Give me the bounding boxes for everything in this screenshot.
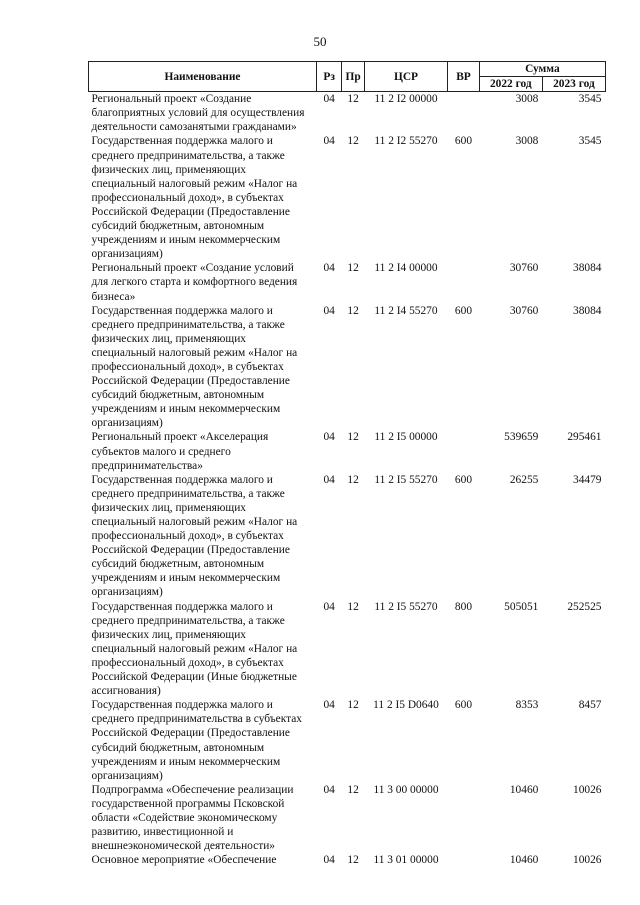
row-sum-2023: 8457 [578, 699, 602, 712]
row-name: Государственная поддержка малого и среднего предпринимательства, а также физических лиц, применяющих специальный налоговый режим «Налог на профессиональный доход», в субъектах Российской Федерации (Предоставление субсидий бюджетным, автономным учреждениям и иным некоммерческим организациям) [91, 304, 298, 430]
header-name: Наименование [89, 62, 317, 92]
table-row [89, 473, 606, 600]
row-vr [448, 853, 480, 867]
table-row [89, 92, 606, 135]
row-name: Основное мероприятие «Обеспечение [91, 854, 277, 867]
row-pr: 12 [347, 262, 359, 275]
row-sum-2022: 539659 [504, 431, 539, 444]
row-csr: 11 2 I2 55270 [374, 135, 438, 148]
row-sum-2023: 252525 [567, 600, 602, 613]
row-vr: 800 [454, 600, 473, 613]
row-sum-2023: 3545 [578, 135, 602, 148]
row-csr: 11 3 00 00000 [373, 783, 439, 796]
row-sum-2023: 295461 [567, 431, 602, 444]
row-rz: 04 [323, 93, 335, 106]
row-vr [448, 783, 480, 853]
row-rz: 04 [323, 431, 335, 444]
header-year-2022: 2022 год [479, 77, 542, 92]
header-csr: ЦСР [364, 62, 447, 92]
table-body [89, 92, 606, 868]
row-csr: 11 2 I5 00000 [374, 431, 438, 444]
row-sum-2022: 505051 [504, 600, 539, 613]
row-name: Государственная поддержка малого и среднего предпринимательства в субъектах Российской Федерации (Предоставление субсидий бюджетным, автономным учреждениям и иным некоммерческим организациям) [91, 699, 302, 782]
row-name: Государственная поддержка малого и среднего предпринимательства, а также физических лиц, применяющих специальный налоговый режим «Налог на профессиональный доход», в субъектах Российской Федерации (Предоставление субсидий бюджетным, автономным учреждениям и иным некоммерческим организациям) [91, 473, 298, 599]
row-name: Региональный проект «Акселерация субъектов малого и среднего предпринимательства» [91, 431, 269, 472]
row-pr: 12 [347, 699, 359, 712]
row-name: Региональный проект «Создание благоприятных условий для осуществления деятельности самозанятыми гражданами» [91, 93, 305, 134]
row-sum-2023: 34479 [573, 473, 602, 486]
row-vr: 600 [454, 473, 473, 486]
table-row [89, 430, 606, 472]
row-rz: 04 [323, 699, 335, 712]
row-pr: 12 [347, 854, 359, 867]
row-vr [448, 261, 480, 303]
row-rz: 04 [323, 854, 335, 867]
row-name: Подпрограмма «Обеспечение реализации государственной программы Псковской области «Содействие экономическому развитию, инвестиционной и внешнеэкономической деятельности» [91, 783, 294, 853]
header-sum: Сумма [479, 62, 605, 77]
row-csr: 11 2 I5 D0640 [373, 699, 439, 712]
row-pr: 12 [347, 473, 359, 486]
row-sum-2022: 3008 [515, 135, 539, 148]
row-sum-2022: 3008 [515, 93, 539, 106]
row-csr: 11 2 I5 55270 [374, 600, 438, 613]
table-row [89, 698, 606, 783]
row-name: Государственная поддержка малого и среднего предпринимательства, а также физических лиц, применяющих специальный налоговый режим «Налог на профессиональный доход», в субъектах Российской Федерации (Иные бюджетные ассигнования) [91, 600, 298, 698]
row-sum-2022: 10460 [509, 783, 539, 796]
row-name: Региональный проект «Создание условий для легкого старта и комфортного ведения бизнеса» [91, 262, 298, 303]
row-sum-2023: 3545 [578, 93, 602, 106]
row-rz: 04 [323, 473, 335, 486]
row-name: Государственная поддержка малого и среднего предпринимательства, а также физических лиц, применяющих специальный налоговый режим «Налог на профессиональный доход», в субъектах Российской Федерации (Предоставление субсидий бюджетным, автономным учреждениям и иным некоммерческим организациям) [91, 135, 298, 261]
header-year-2023: 2023 год [542, 77, 605, 92]
row-sum-2022: 30760 [509, 262, 539, 275]
row-csr: 11 2 I2 00000 [374, 93, 438, 106]
row-vr [448, 92, 480, 135]
row-csr: 11 3 01 00000 [373, 854, 439, 867]
table-header [89, 62, 606, 92]
budget-table [88, 61, 606, 867]
table-row [89, 853, 606, 867]
header-pr: Пр [342, 62, 364, 92]
row-pr: 12 [347, 93, 359, 106]
table-row [89, 134, 606, 261]
row-pr: 12 [347, 431, 359, 444]
row-rz: 04 [323, 135, 335, 148]
table-row [89, 304, 606, 431]
table-row [89, 600, 606, 699]
row-sum-2022: 8353 [515, 699, 539, 712]
row-vr: 600 [454, 304, 473, 317]
page-number: 50 [313, 34, 327, 49]
row-csr: 11 2 I4 55270 [374, 304, 438, 317]
row-csr: 11 2 I4 00000 [374, 262, 438, 275]
header-vr: ВР [448, 62, 480, 92]
row-csr: 11 2 I5 55270 [374, 473, 438, 486]
table-row [89, 261, 606, 303]
row-pr: 12 [347, 304, 359, 317]
row-rz: 04 [323, 262, 335, 275]
row-sum-2023: 10026 [573, 854, 602, 867]
row-pr: 12 [347, 135, 359, 148]
table-row [89, 783, 606, 853]
row-sum-2023: 38084 [573, 262, 602, 275]
row-pr: 12 [347, 600, 359, 613]
row-vr: 600 [454, 135, 473, 148]
row-sum-2022: 30760 [509, 304, 539, 317]
row-sum-2022: 26255 [509, 473, 539, 486]
row-sum-2023: 10026 [573, 783, 602, 796]
row-pr: 12 [347, 783, 359, 796]
row-vr [448, 430, 480, 472]
row-sum-2023: 38084 [573, 304, 602, 317]
row-vr: 600 [454, 699, 473, 712]
row-rz: 04 [323, 783, 335, 796]
row-rz: 04 [323, 304, 335, 317]
header-rz: Рз [316, 62, 341, 92]
row-rz: 04 [323, 600, 335, 613]
row-sum-2022: 10460 [509, 854, 539, 867]
